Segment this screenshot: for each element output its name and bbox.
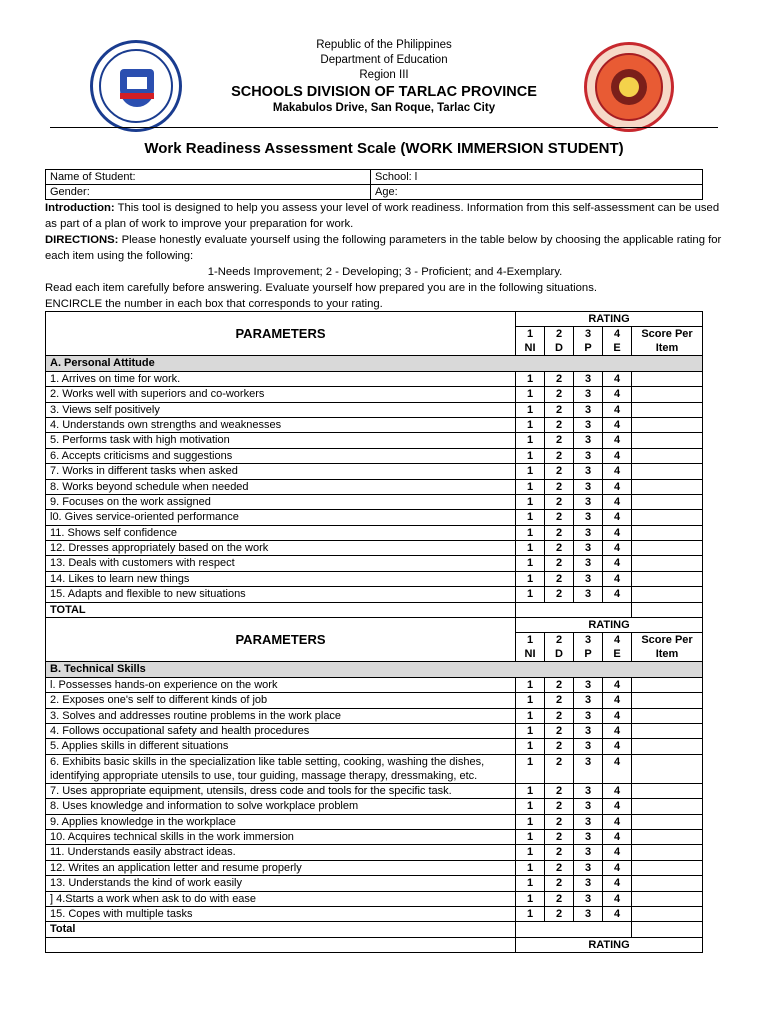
- table-row: [46, 754, 703, 783]
- rating-option-2[interactable]: 2: [545, 402, 574, 417]
- rating-option-4[interactable]: 4: [603, 723, 632, 738]
- rating-option-3[interactable]: 3: [574, 417, 603, 432]
- parameter-item: 12. Writes an application letter and resume properly: [46, 860, 516, 875]
- section-b-total-score-cell[interactable]: [632, 922, 703, 937]
- rating-option-2[interactable]: 2: [545, 525, 574, 540]
- student-info-table: [45, 169, 703, 200]
- table-row: [46, 571, 703, 586]
- table-row: [46, 464, 703, 479]
- scale-abbr: P: [584, 342, 592, 355]
- rating-option-2[interactable]: 2: [545, 479, 574, 494]
- parameter-item: 14. Likes to learn new things: [46, 571, 516, 586]
- instructions: [45, 200, 725, 312]
- table-row: [46, 723, 703, 738]
- rating-option-3[interactable]: 3: [574, 433, 603, 448]
- table-row: [46, 860, 703, 875]
- rating-option-1[interactable]: 1: [516, 571, 545, 586]
- rating-option-3[interactable]: 3: [574, 739, 603, 754]
- rating-option-2[interactable]: 2: [545, 693, 574, 708]
- rating-option-1[interactable]: 1: [516, 448, 545, 463]
- parameter-item: 2. Works well with superiors and co-workers: [46, 387, 516, 402]
- parameter-item: 6. Exhibits basic skills in the specialization like table setting, cooking, washing the dishes, identifying appropriate utensils to use, tour guiding, massage therapy, dressmaking, etc.: [46, 754, 516, 783]
- section-a-total-label: TOTAL: [46, 602, 516, 617]
- scale-number: 1: [526, 328, 534, 341]
- section-a-total-score-cell[interactable]: [632, 602, 703, 617]
- score-label-line-2: Item: [655, 648, 679, 661]
- table-row: [46, 677, 703, 692]
- next-rating-header-row: [46, 937, 703, 952]
- parameter-item: 12. Dresses appropriately based on the work: [46, 541, 516, 556]
- rating-option-1[interactable]: 1: [516, 708, 545, 723]
- table-row: [46, 371, 703, 386]
- rating-option-2[interactable]: 2: [545, 448, 574, 463]
- score-cell[interactable]: [632, 479, 703, 494]
- rating-option-3[interactable]: 3: [574, 860, 603, 875]
- table-row: [46, 417, 703, 432]
- rating-option-4[interactable]: 4: [603, 541, 632, 556]
- table-row: [46, 525, 703, 540]
- rating-option-4[interactable]: 4: [603, 891, 632, 906]
- directions-text: Please honestly evaluate yourself using the following parameters in the table below by choosing the applicable rating for each item using the following:: [45, 234, 722, 262]
- rating-option-3[interactable]: 3: [574, 845, 603, 860]
- parameter-item: 9. Applies knowledge in the workplace: [46, 814, 516, 829]
- rating-option-4[interactable]: 4: [603, 402, 632, 417]
- rating-option-4[interactable]: 4: [603, 906, 632, 921]
- rating-option-2[interactable]: 2: [545, 739, 574, 754]
- rating-option-1[interactable]: 1: [516, 479, 545, 494]
- parameter-item: 13. Deals with customers with respect: [46, 556, 516, 571]
- score-cell[interactable]: [632, 677, 703, 692]
- rating-option-4[interactable]: 4: [603, 433, 632, 448]
- scale-number: 4: [613, 328, 621, 341]
- scale-number: 3: [584, 634, 592, 647]
- table-row: [46, 587, 703, 602]
- rating-option-1[interactable]: 1: [516, 402, 545, 417]
- gender-label: Gender:: [46, 185, 371, 200]
- section-b-score-per-item-header: [632, 633, 703, 662]
- scale-abbr: E: [613, 342, 621, 355]
- rating-option-2[interactable]: 2: [545, 783, 574, 798]
- score-cell[interactable]: [632, 783, 703, 798]
- rating-option-4[interactable]: 4: [603, 571, 632, 586]
- section-b-total-label: Total: [46, 922, 516, 937]
- table-row: [46, 708, 703, 723]
- rating-option-3[interactable]: 3: [574, 387, 603, 402]
- score-cell[interactable]: [632, 402, 703, 417]
- encircle-instruction: ENCIRCLE the number in each box that corresponds to your rating.: [45, 298, 383, 310]
- section-b-total-rating-cell: [516, 922, 632, 937]
- score-cell[interactable]: [632, 860, 703, 875]
- directions-label: DIRECTIONS:: [45, 234, 119, 246]
- rating-option-3[interactable]: 3: [574, 525, 603, 540]
- rating-option-4[interactable]: 4: [603, 556, 632, 571]
- score-cell[interactable]: [632, 448, 703, 463]
- rating-option-1[interactable]: 1: [516, 693, 545, 708]
- rating-option-4[interactable]: 4: [603, 417, 632, 432]
- rating-option-2[interactable]: 2: [545, 754, 574, 783]
- parameter-item: ] 4.Starts a work when ask to do with ease: [46, 891, 516, 906]
- rating-option-2[interactable]: 2: [545, 433, 574, 448]
- section-a-total-row: [46, 602, 703, 617]
- rating-option-3[interactable]: 3: [574, 402, 603, 417]
- rating-option-4[interactable]: 4: [603, 708, 632, 723]
- rating-option-4[interactable]: 4: [603, 860, 632, 875]
- read-instruction: Read each item carefully before answering. Evaluate yourself how prepared you are in the following situations.: [45, 282, 597, 294]
- rating-option-3[interactable]: 3: [574, 708, 603, 723]
- page-title: Work Readiness Assessment Scale (WORK IMMERSION STUDENT): [144, 140, 624, 157]
- parameter-item: 1. Arrives on time for work.: [46, 371, 516, 386]
- rating-option-1[interactable]: 1: [516, 417, 545, 432]
- assessment-table: [45, 311, 703, 953]
- table-row: [46, 494, 703, 509]
- rating-option-1[interactable]: 1: [516, 677, 545, 692]
- rating-option-1[interactable]: 1: [516, 814, 545, 829]
- parameter-item: l0. Gives service-oriented performance: [46, 510, 516, 525]
- table-row: [46, 479, 703, 494]
- section-a-scale-col-1: [516, 327, 545, 356]
- rating-option-2[interactable]: 2: [545, 829, 574, 844]
- rating-option-1[interactable]: 1: [516, 371, 545, 386]
- table-row: [46, 739, 703, 754]
- rating-option-2[interactable]: 2: [545, 845, 574, 860]
- parameter-item: l. Possesses hands-on experience on the work: [46, 677, 516, 692]
- rating-option-2[interactable]: 2: [545, 510, 574, 525]
- age-label: Age:: [371, 185, 703, 200]
- table-row: [46, 541, 703, 556]
- table-row: [46, 906, 703, 921]
- section-a-total-rating-cell: [516, 602, 632, 617]
- directions-paragraph: [45, 232, 725, 264]
- rating-option-2[interactable]: 2: [545, 708, 574, 723]
- rating-option-4[interactable]: 4: [603, 448, 632, 463]
- rating-option-4[interactable]: 4: [603, 845, 632, 860]
- table-row: [46, 876, 703, 891]
- name-of-student-label: Name of Student:: [46, 170, 371, 185]
- rating-option-3[interactable]: 3: [574, 464, 603, 479]
- section-b-total-row: [46, 922, 703, 937]
- parameter-item: 7. Uses appropriate equipment, utensils, dress code and tools for the specific task.: [46, 783, 516, 798]
- section-b-parameters-header: PARAMETERS: [46, 618, 516, 662]
- rating-option-2[interactable]: 2: [545, 541, 574, 556]
- rating-option-3[interactable]: 3: [574, 571, 603, 586]
- score-cell[interactable]: [632, 708, 703, 723]
- table-row: [46, 783, 703, 798]
- introduction-paragraph: [45, 200, 725, 232]
- section-a-scale-col-2: [545, 327, 574, 356]
- scale-number: 2: [555, 328, 563, 341]
- rating-option-2[interactable]: 2: [545, 464, 574, 479]
- rating-option-2[interactable]: 2: [545, 571, 574, 586]
- table-row: [46, 556, 703, 571]
- score-cell[interactable]: [632, 891, 703, 906]
- table-row: [46, 693, 703, 708]
- rating-option-3[interactable]: 3: [574, 371, 603, 386]
- rating-option-1[interactable]: 1: [516, 387, 545, 402]
- rating-option-4[interactable]: 4: [603, 464, 632, 479]
- scale-number: 3: [584, 328, 592, 341]
- parameter-item: 2. Exposes one's self to different kinds of job: [46, 693, 516, 708]
- rating-option-1[interactable]: 1: [516, 723, 545, 738]
- rating-option-1[interactable]: 1: [516, 876, 545, 891]
- parameter-item: 8. Uses knowledge and information to solve workplace problem: [46, 799, 516, 814]
- scale-abbr: E: [613, 648, 621, 661]
- rating-option-2[interactable]: 2: [545, 814, 574, 829]
- rating-option-1[interactable]: 1: [516, 556, 545, 571]
- rating-option-1[interactable]: 1: [516, 906, 545, 921]
- rating-option-1[interactable]: 1: [516, 494, 545, 509]
- section-a-section-title: A. Personal Attitude: [46, 356, 703, 371]
- header-line-2: Department of Education: [320, 54, 448, 66]
- rating-option-3[interactable]: 3: [574, 891, 603, 906]
- letterhead: [0, 38, 768, 116]
- introduction-text: This tool is designed to help you assess your level of work readiness. Information from this self-assessment can be used as part of a plan of work to improve your preparation for work.: [45, 202, 720, 230]
- rating-option-2[interactable]: 2: [545, 556, 574, 571]
- parameter-item: 9. Focuses on the work assigned: [46, 494, 516, 509]
- rating-scale-legend: 1-Needs Improvement; 2 - Developing; 3 - Proficient; and 4-Exemplary.: [207, 266, 563, 278]
- rating-option-4[interactable]: 4: [603, 693, 632, 708]
- parameter-item: 5. Performs task with high motivation: [46, 433, 516, 448]
- scale-number: 4: [613, 634, 621, 647]
- rating-option-3[interactable]: 3: [574, 677, 603, 692]
- rating-option-2[interactable]: 2: [545, 494, 574, 509]
- section-a-scale-col-3: [574, 327, 603, 356]
- parameter-item: 4. Follows occupational safety and health procedures: [46, 723, 516, 738]
- header-line-1: Republic of the Philippines: [316, 39, 452, 51]
- rating-option-2[interactable]: 2: [545, 906, 574, 921]
- parameter-item: 5. Applies skills in different situations: [46, 739, 516, 754]
- rating-option-3[interactable]: 3: [574, 723, 603, 738]
- parameter-item: 3. Solves and addresses routine problems in the work place: [46, 708, 516, 723]
- rating-option-4[interactable]: 4: [603, 814, 632, 829]
- rating-option-4[interactable]: 4: [603, 783, 632, 798]
- rating-option-3[interactable]: 3: [574, 556, 603, 571]
- division-address: Makabulos Drive, San Roque, Tarlac City: [272, 102, 496, 114]
- rating-option-4[interactable]: 4: [603, 829, 632, 844]
- introduction-label: Introduction:: [45, 202, 115, 214]
- score-cell[interactable]: [632, 371, 703, 386]
- rating-option-1[interactable]: 1: [516, 845, 545, 860]
- rating-option-4[interactable]: 4: [603, 587, 632, 602]
- score-cell[interactable]: [632, 587, 703, 602]
- parameter-item: 10. Acquires technical skills in the work immersion: [46, 829, 516, 844]
- section-b-header-row: [46, 618, 703, 633]
- scale-abbr: D: [555, 648, 563, 661]
- section-b-scale-col-1: [516, 633, 545, 662]
- rating-option-1[interactable]: 1: [516, 754, 545, 783]
- score-cell[interactable]: [632, 417, 703, 432]
- rating-option-3[interactable]: 3: [574, 479, 603, 494]
- rating-option-1[interactable]: 1: [516, 510, 545, 525]
- rating-option-2[interactable]: 2: [545, 677, 574, 692]
- rating-option-3[interactable]: 3: [574, 906, 603, 921]
- rating-option-3[interactable]: 3: [574, 829, 603, 844]
- score-cell[interactable]: [632, 433, 703, 448]
- rating-option-2[interactable]: 2: [545, 387, 574, 402]
- section-b-section-title-row: [46, 662, 703, 677]
- score-cell[interactable]: [632, 494, 703, 509]
- parameter-item: 4. Understands own strengths and weaknesses: [46, 417, 516, 432]
- table-row: [46, 799, 703, 814]
- parameter-item: 15. Copes with multiple tasks: [46, 906, 516, 921]
- rating-option-3[interactable]: 3: [574, 876, 603, 891]
- rating-option-3[interactable]: 3: [574, 754, 603, 783]
- section-b-scale-col-4: [603, 633, 632, 662]
- rating-option-3[interactable]: 3: [574, 799, 603, 814]
- rating-option-1[interactable]: 1: [516, 799, 545, 814]
- parameter-item: 11. Understands easily abstract ideas.: [46, 845, 516, 860]
- division-name: SCHOOLS DIVISION OF TARLAC PROVINCE: [231, 84, 537, 100]
- score-label-line-2: Item: [655, 342, 679, 355]
- score-cell[interactable]: [632, 845, 703, 860]
- parameter-item: 11. Shows self confidence: [46, 525, 516, 540]
- rating-option-2[interactable]: 2: [545, 587, 574, 602]
- table-row: [46, 510, 703, 525]
- table-row: [46, 448, 703, 463]
- score-cell[interactable]: [632, 739, 703, 754]
- section-a-parameters-header: PARAMETERS: [46, 312, 516, 356]
- rating-option-3[interactable]: 3: [574, 494, 603, 509]
- score-cell[interactable]: [632, 556, 703, 571]
- section-a-header-row: [46, 312, 703, 327]
- section-a-section-title-row: [46, 356, 703, 371]
- score-cell[interactable]: [632, 754, 703, 783]
- rating-option-4[interactable]: 4: [603, 525, 632, 540]
- rating-option-2[interactable]: 2: [545, 860, 574, 875]
- section-b-scale-col-2: [545, 633, 574, 662]
- rating-option-4[interactable]: 4: [603, 371, 632, 386]
- parameter-item: 15. Adapts and flexible to new situations: [46, 587, 516, 602]
- rating-option-2[interactable]: 2: [545, 371, 574, 386]
- score-cell[interactable]: [632, 541, 703, 556]
- table-row: [46, 402, 703, 417]
- section-a-rating-header: RATING: [516, 312, 703, 327]
- table-row: [46, 433, 703, 448]
- scale-abbr: D: [555, 342, 563, 355]
- score-cell[interactable]: [632, 464, 703, 479]
- rating-option-2[interactable]: 2: [545, 723, 574, 738]
- parameter-item: 8. Works beyond schedule when needed: [46, 479, 516, 494]
- rating-option-4[interactable]: 4: [603, 387, 632, 402]
- score-cell[interactable]: [632, 799, 703, 814]
- rating-option-4[interactable]: 4: [603, 479, 632, 494]
- rating-option-2[interactable]: 2: [545, 799, 574, 814]
- score-cell[interactable]: [632, 906, 703, 921]
- rating-option-1[interactable]: 1: [516, 464, 545, 479]
- rating-option-3[interactable]: 3: [574, 783, 603, 798]
- table-row: [46, 891, 703, 906]
- parameter-item: 7. Works in different tasks when asked: [46, 464, 516, 479]
- header-line-3: Region III: [359, 69, 409, 81]
- next-parameters-cell: [46, 937, 516, 952]
- parameter-item: 13. Understands the kind of work easily: [46, 876, 516, 891]
- section-a-score-per-item-header: [632, 327, 703, 356]
- score-label-line-1: Score Per: [641, 634, 693, 647]
- score-cell[interactable]: [632, 571, 703, 586]
- rating-option-3[interactable]: 3: [574, 448, 603, 463]
- parameter-item: 6. Accepts criticisms and suggestions: [46, 448, 516, 463]
- rating-option-4[interactable]: 4: [603, 494, 632, 509]
- score-cell[interactable]: [632, 525, 703, 540]
- rating-option-3[interactable]: 3: [574, 693, 603, 708]
- rating-option-2[interactable]: 2: [545, 876, 574, 891]
- table-row: [46, 814, 703, 829]
- rating-option-3[interactable]: 3: [574, 510, 603, 525]
- section-a-scale-col-4: [603, 327, 632, 356]
- rating-option-1[interactable]: 1: [516, 433, 545, 448]
- score-cell[interactable]: [632, 814, 703, 829]
- header-divider: [50, 127, 718, 128]
- rating-option-4[interactable]: 4: [603, 754, 632, 783]
- rating-option-4[interactable]: 4: [603, 677, 632, 692]
- rating-option-3[interactable]: 3: [574, 814, 603, 829]
- section-b-scale-col-3: [574, 633, 603, 662]
- rating-option-4[interactable]: 4: [603, 799, 632, 814]
- score-cell[interactable]: [632, 387, 703, 402]
- parameter-item: 3. Views self positively: [46, 402, 516, 417]
- score-label-line-1: Score Per: [641, 328, 693, 341]
- school-label: School: l: [371, 170, 703, 185]
- rating-option-1[interactable]: 1: [516, 891, 545, 906]
- rating-option-2[interactable]: 2: [545, 891, 574, 906]
- next-rating-header: RATING: [516, 937, 703, 952]
- table-row: [46, 845, 703, 860]
- score-cell[interactable]: [632, 723, 703, 738]
- rating-option-4[interactable]: 4: [603, 876, 632, 891]
- table-row: [46, 387, 703, 402]
- scale-abbr: P: [584, 648, 592, 661]
- rating-option-3[interactable]: 3: [574, 587, 603, 602]
- rating-option-1[interactable]: 1: [516, 829, 545, 844]
- scale-number: 2: [555, 634, 563, 647]
- rating-option-4[interactable]: 4: [603, 510, 632, 525]
- rating-option-2[interactable]: 2: [545, 417, 574, 432]
- rating-option-1[interactable]: 1: [516, 541, 545, 556]
- rating-option-4[interactable]: 4: [603, 739, 632, 754]
- score-cell[interactable]: [632, 829, 703, 844]
- section-b-rating-header: RATING: [516, 618, 703, 633]
- rating-option-1[interactable]: 1: [516, 525, 545, 540]
- section-b-section-title: B. Technical Skills: [46, 662, 703, 677]
- rating-option-3[interactable]: 3: [574, 541, 603, 556]
- score-cell[interactable]: [632, 876, 703, 891]
- scale-abbr: NI: [524, 648, 536, 661]
- scale-abbr: NI: [524, 342, 536, 355]
- score-cell[interactable]: [632, 510, 703, 525]
- table-row: [46, 829, 703, 844]
- score-cell[interactable]: [632, 693, 703, 708]
- rating-option-1[interactable]: 1: [516, 587, 545, 602]
- rating-option-1[interactable]: 1: [516, 860, 545, 875]
- rating-option-1[interactable]: 1: [516, 739, 545, 754]
- rating-option-1[interactable]: 1: [516, 783, 545, 798]
- scale-number: 1: [526, 634, 534, 647]
